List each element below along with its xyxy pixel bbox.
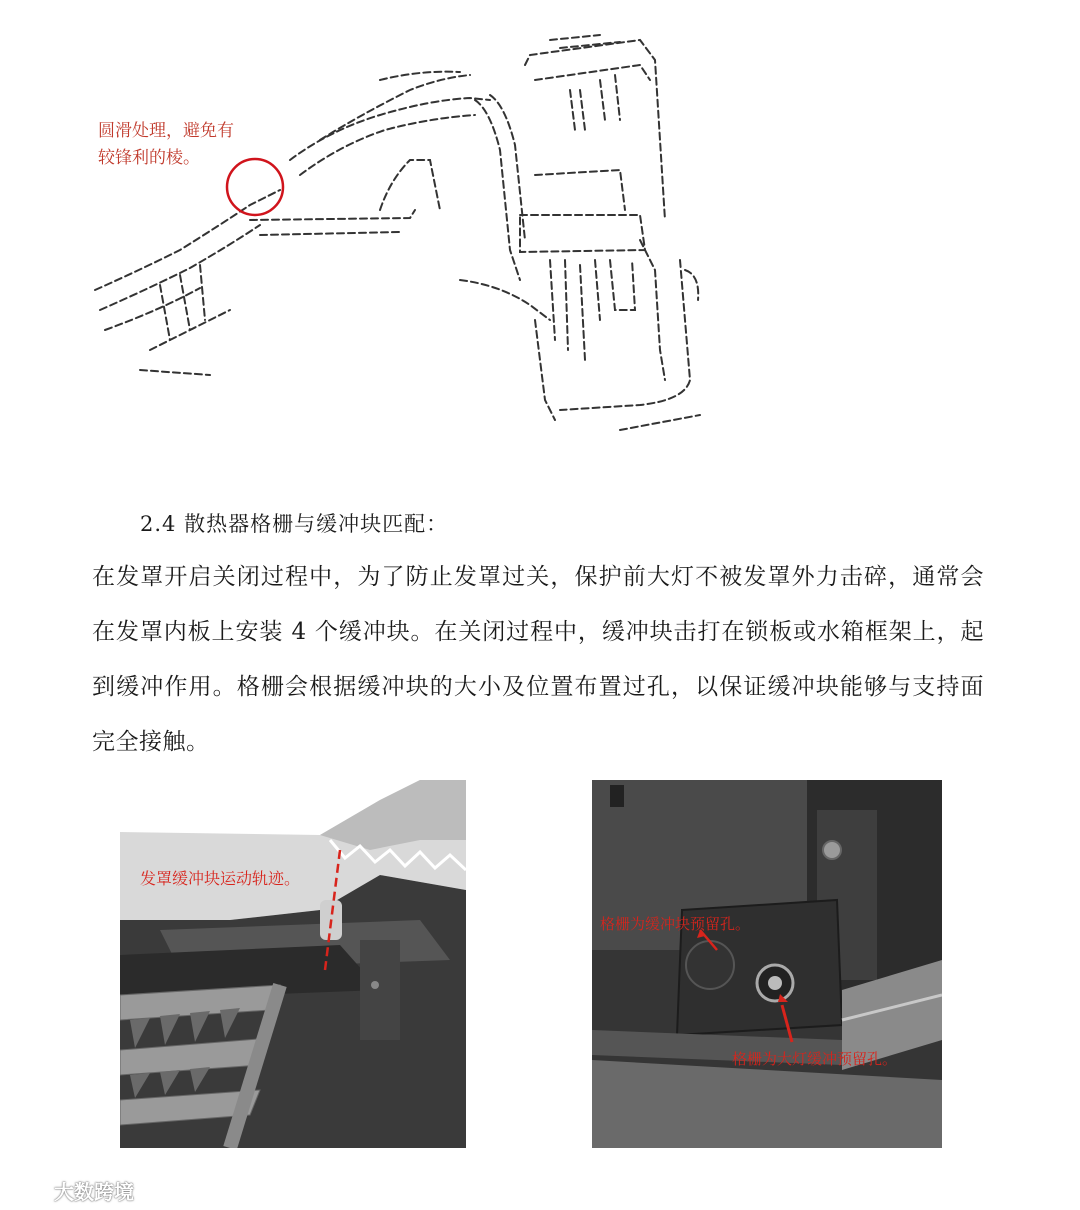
watermark-text: 大数跨境 [54,1180,134,1204]
annotation-line-2: 较锋利的棱。 [98,148,200,168]
hood-bumper-illustration [120,780,466,1148]
annotation-line-1: 圆滑处理，避免有 [98,121,234,141]
reserved-hole-label-bottom: 格栅为大灯缓冲预留孔。 [732,1050,898,1068]
reserved-hole-label-top: 格栅为缓冲块预留孔。 [600,915,751,933]
dashed-line-drawing [80,20,720,450]
watermark-logo-icon [14,1180,50,1202]
section-title: 2.4 散热器格栅与缓冲块匹配： [140,512,449,536]
grille-holes-illustration [592,780,942,1148]
trajectory-label: 发罩缓冲块运动轨迹。 [140,869,301,888]
body-paragraph: 在发罩开启关闭过程中，为了防止发罩过关，保护前大灯不被发罩外力击碎，通常会在发罩内板上安装 4 个缓冲块。在关闭过程中，缓冲块击打在锁板或水箱框架上，起到缓冲作用。格栅会根据缓冲块的大小及位置布置过孔，以保证缓冲块能够与支持面完全接触。 [92,564,984,755]
hood-bumper-render [120,780,466,1148]
watermark [14,1176,134,1205]
diagram-annotation [98,118,268,172]
grille-holes-render [592,780,942,1148]
